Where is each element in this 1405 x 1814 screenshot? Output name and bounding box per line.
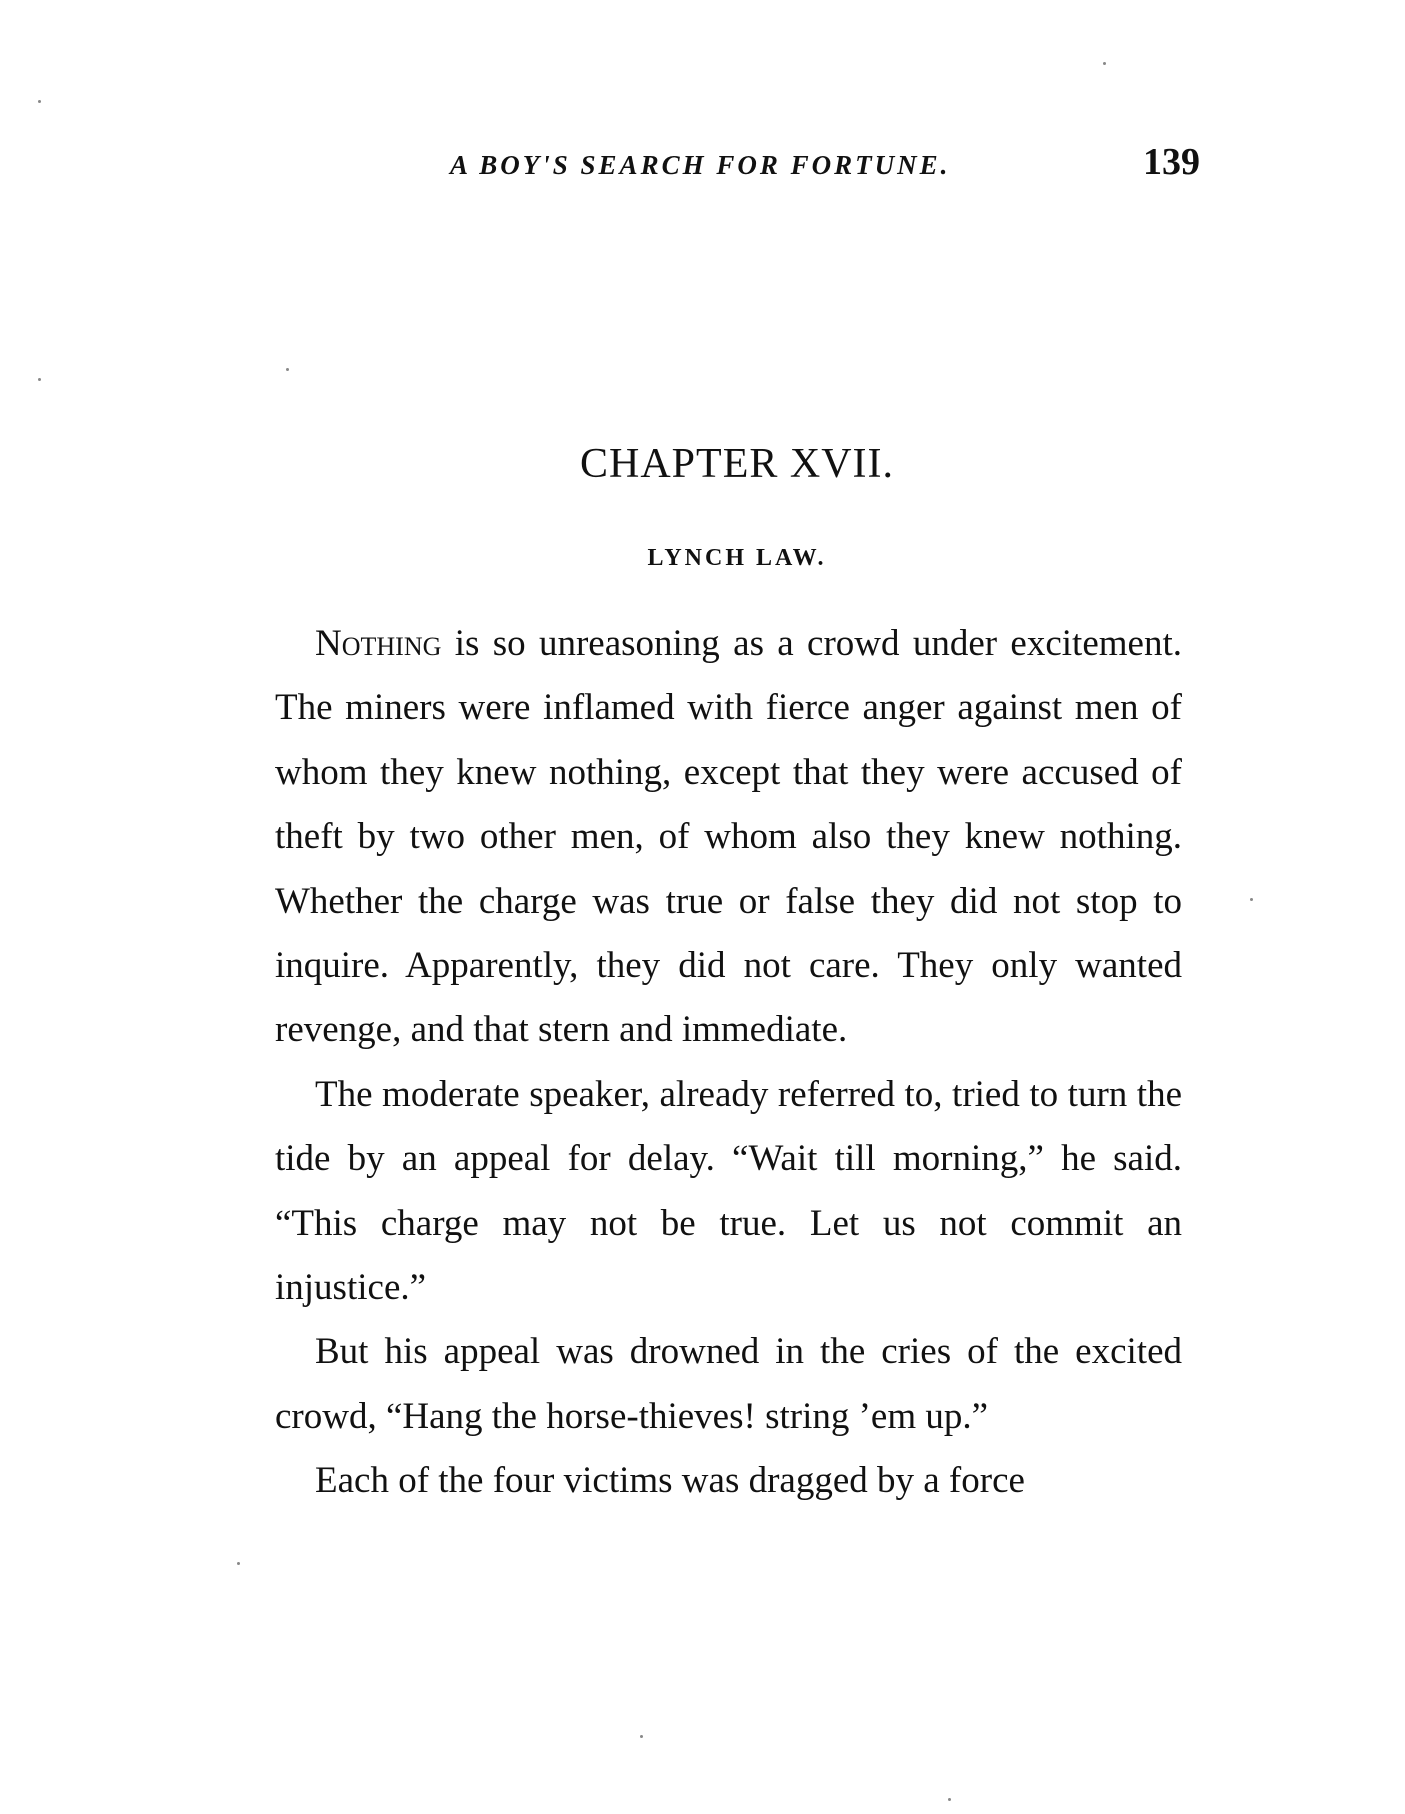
paragraph: The moderate speaker, already referred to, tried to turn the tide by an appeal for delay. “Wait till morning,” he said. “This charge may not be true. Let us not commit an injustice.”	[275, 1073, 1182, 1309]
paragraph-text: is so unreasoning as a crowd under excitement. The miners were inflamed with fierce anger against men of whom they knew nothing, except that they were accused of theft by two other men, of whom also they knew nothing. Whether the charge was true or false they did not stop to inquire. Apparently, they did not care. They only wanted revenge, and that stern and immediate.	[275, 623, 1182, 1051]
paragraph-lead-word: Nothing	[315, 623, 442, 664]
paragraph: Each of the four victims was dragged by a force	[315, 1460, 1025, 1502]
running-head	[430, 140, 1200, 190]
running-head-title: A BOY'S SEARCH FOR FORTUNE.	[450, 150, 951, 180]
chapter-subtitle: LYNCH LAW.	[647, 545, 827, 571]
body-text	[275, 612, 1182, 1514]
page-number: 139	[1143, 141, 1200, 183]
paragraph	[275, 612, 1182, 1063]
paragraph: But his appeal was drowned in the cries of the excited crowd, “Hang the horse-thieves! string ’em up.”	[275, 1331, 1182, 1437]
chapter-title: CHAPTER XVII.	[580, 441, 894, 487]
